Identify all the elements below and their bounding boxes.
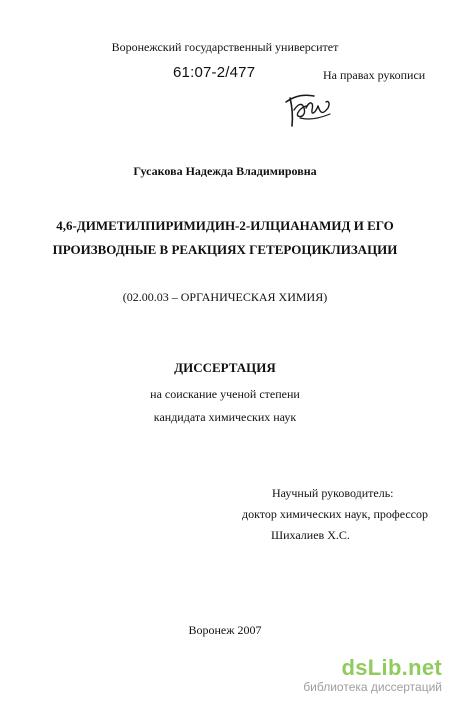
degree-line-2: кандидата химических наук (153, 410, 297, 424)
author-name: Гусакова Надежда Владимировна (133, 164, 317, 178)
registry-code: 61:07-2/477 (173, 64, 256, 81)
document-type: ДИССЕРТАЦИЯ (174, 360, 276, 375)
watermark (303, 657, 442, 695)
handwritten-signature (284, 88, 332, 130)
specialty-code: (02.00.03 – ОРГАНИЧЕСКАЯ ХИМИЯ) (122, 290, 328, 304)
title-line-1: 4,6-ДИМЕТИЛПИРИМИДИН-2-ИЛЦИАНАМИД И ЕГО (56, 218, 394, 233)
city-year: Воронеж 2007 (188, 623, 262, 637)
degree-line-1: на соискание ученой степени (150, 387, 300, 401)
title-line-2: ПРОИЗВОДНЫЕ В РЕАКЦИЯХ ГЕТЕРОЦИКЛИЗАЦИИ (52, 242, 398, 257)
supervisor-name: Шихалиев Х.С. (271, 528, 350, 542)
university-name: Воронежский государственный университет (111, 40, 339, 54)
supervisor-position: доктор химических наук, профессор (242, 507, 428, 521)
supervisor-label: Научный руководитель: (272, 486, 394, 500)
watermark-logo: dsLib.net (341, 655, 442, 680)
watermark-tagline: библиотека диссертаций (303, 680, 442, 694)
dissertation-title (0, 214, 450, 262)
rights-note: На правах рукописи (323, 68, 426, 82)
